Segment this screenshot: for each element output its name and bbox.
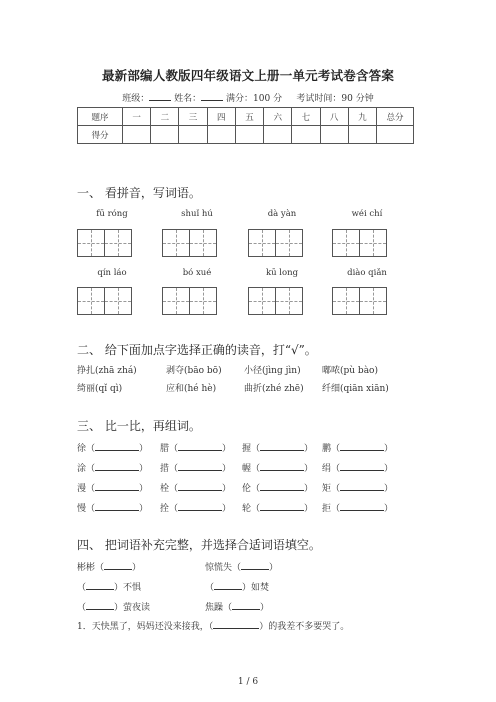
class-label: 班级： [122, 94, 150, 104]
fill-item [205, 580, 269, 593]
compare-item: 握（ ） [242, 441, 313, 454]
fill-text: ） [269, 563, 279, 573]
section-3-heading: 三、 比一比，再组词。 [77, 419, 201, 433]
writing-grid-box[interactable] [332, 229, 360, 257]
name-label: 姓名： [174, 94, 202, 104]
compare-item: 涂（ ） [77, 461, 148, 474]
fill-item [205, 600, 269, 613]
fill-text: ）萤夜读 [114, 603, 151, 613]
compare-blank[interactable] [340, 501, 384, 511]
exam-title: 最新部编人教版四年级语文上册一单元考试卷含答案 [101, 68, 395, 83]
compare-blank[interactable] [178, 481, 222, 491]
compare-blank[interactable] [95, 481, 139, 491]
compare-blank[interactable] [178, 501, 222, 511]
fill-item [205, 560, 278, 573]
writing-grid-box[interactable] [189, 229, 217, 257]
fill-blank[interactable] [86, 600, 114, 610]
compare-item: 拒（ ） [322, 501, 393, 514]
pinyin-label: bó xué [182, 268, 212, 278]
compare-char: 栓 [160, 484, 170, 494]
fill-question-1 [77, 619, 349, 632]
compare-char: 伦 [242, 484, 252, 494]
writing-grid-box[interactable] [77, 229, 105, 257]
compare-item: 鹏（ ） [322, 441, 393, 454]
compare-blank[interactable] [260, 461, 304, 471]
compare-char: 握 [242, 444, 252, 454]
class-blank[interactable] [149, 92, 171, 101]
time-label: 考试时间：90 分钟 [296, 94, 374, 104]
writing-grid-box[interactable] [248, 287, 276, 315]
score-row-label: 得分 [78, 126, 123, 144]
compare-char: 拒 [322, 504, 332, 514]
pronunciation-item[interactable]: 曲折(zhé zhē) [244, 384, 304, 394]
compare-blank[interactable] [95, 501, 139, 511]
fill-blank[interactable] [214, 580, 242, 590]
pinyin-label: qín láo [97, 268, 127, 278]
writing-grid-box[interactable] [359, 287, 387, 315]
writing-grid-box[interactable] [332, 287, 360, 315]
compare-item: 栓（ ） [160, 481, 231, 494]
pinyin-label: kū long [265, 268, 299, 278]
compare-blank[interactable] [95, 441, 139, 451]
compare-item: 漫（ ） [77, 481, 148, 494]
compare-item: 腊（ ） [160, 441, 231, 454]
fill-text: ） [132, 563, 142, 573]
compare-item: 绢（ ） [322, 461, 393, 474]
fill-blank[interactable] [232, 600, 260, 610]
compare-blank[interactable] [340, 461, 384, 471]
score-header-cell: 九 [348, 108, 376, 126]
score-cell[interactable] [348, 126, 376, 144]
score-cell[interactable] [235, 126, 263, 144]
compare-item: 措（ ） [160, 461, 231, 474]
fill-item [77, 600, 150, 613]
fill-text: （ [205, 583, 215, 593]
fill-text: （ [77, 583, 87, 593]
writing-grid-box[interactable] [359, 229, 387, 257]
fill-text: ） [260, 603, 270, 613]
fill-text: 焦躁（ [205, 603, 233, 613]
page-number: 1 / 6 [237, 677, 259, 687]
pronunciation-item[interactable]: 绮丽(qǐ qì) [77, 384, 123, 394]
compare-char: 慢 [77, 504, 87, 514]
pinyin-label: diào qiǎn [347, 268, 387, 278]
compare-item: 矩（ ） [322, 481, 393, 494]
compare-char: 鹏 [322, 444, 332, 454]
pinyin-label: fū róng [96, 209, 128, 219]
score-header-cell: 五 [235, 108, 263, 126]
compare-blank[interactable] [260, 441, 304, 451]
fill-text: ）如焚 [242, 583, 270, 593]
score-cell[interactable] [123, 126, 151, 144]
writing-grid-box[interactable] [77, 287, 105, 315]
score-header-cell: 三 [179, 108, 207, 126]
compare-blank[interactable] [340, 441, 384, 451]
compare-item: 轮（ ） [242, 501, 313, 514]
fill-item [77, 580, 141, 593]
fill-text: 彬彬（ [77, 563, 105, 573]
pronunciation-item[interactable]: 嘟哝(pù bào) [322, 366, 378, 376]
fill-blank[interactable] [86, 580, 114, 590]
score-cell[interactable] [151, 126, 179, 144]
score-header-cell: 四 [207, 108, 235, 126]
fill-text: ）不惧 [114, 583, 142, 593]
compare-blank[interactable] [340, 481, 384, 491]
compare-char: 矩 [322, 484, 332, 494]
writing-grid-box[interactable] [104, 229, 132, 257]
compare-blank[interactable] [178, 461, 222, 471]
score-header-cell: 题序 [78, 108, 123, 126]
compare-char: 措 [160, 464, 170, 474]
pronunciation-item[interactable]: 小径(jìng jìn) [244, 366, 301, 376]
score-table [77, 107, 414, 144]
section-2-heading: 二、 给下面加点字选择正确的读音，打“√”。 [77, 343, 317, 357]
score-header-cell: 总分 [377, 108, 414, 126]
score-cell[interactable] [292, 126, 320, 144]
compare-char: 涂 [77, 464, 87, 474]
compare-char: 拴 [160, 504, 170, 514]
writing-grid-box[interactable] [248, 229, 276, 257]
fill-item [77, 560, 141, 573]
section-1-heading: 一、 看拼音，写词语。 [77, 186, 201, 200]
writing-grid-box[interactable] [162, 229, 190, 257]
score-cell[interactable] [207, 126, 235, 144]
score-header-cell: 一 [123, 108, 151, 126]
pronunciation-item[interactable]: 剥夺(bāo bō) [166, 366, 222, 376]
exam-info [0, 91, 496, 104]
fill-text: 惊慌失（ [205, 563, 242, 573]
score-header-cell: 六 [264, 108, 292, 126]
compare-char: 徐 [77, 444, 87, 454]
score-cell[interactable] [377, 126, 414, 144]
writing-grid-box[interactable] [275, 287, 303, 315]
pinyin-label: shuǐ hú [181, 209, 213, 219]
compare-item: 慢（ ） [77, 501, 148, 514]
compare-blank[interactable] [95, 461, 139, 471]
compare-blank[interactable] [260, 481, 304, 491]
fill-text: （ [77, 603, 87, 613]
writing-grid-box[interactable] [275, 229, 303, 257]
writing-grid-box[interactable] [104, 287, 132, 315]
compare-char: 幄 [242, 464, 252, 474]
compare-char: 轮 [242, 504, 252, 514]
question-blank[interactable] [213, 619, 259, 629]
pinyin-label: wéi chí [351, 209, 383, 219]
question-text: 1．天快黑了，妈妈还没来接我，（ [77, 622, 214, 632]
compare-char: 绢 [322, 464, 332, 474]
question-text: ）的我差不多要哭了。 [259, 622, 350, 632]
compare-item: 拴（ ） [160, 501, 231, 514]
compare-item: 伦（ ） [242, 481, 313, 494]
pronunciation-item[interactable]: 应和(hé hè) [166, 384, 217, 394]
score-cell[interactable] [320, 126, 348, 144]
score-cell[interactable] [179, 126, 207, 144]
pronunciation-item[interactable]: 纤细(qiān xiān) [322, 384, 389, 394]
fill-blank[interactable] [104, 560, 132, 570]
writing-grid-box[interactable] [162, 287, 190, 315]
score-label: 满分：100 分 [226, 94, 283, 104]
score-header-cell: 二 [151, 108, 179, 126]
compare-char: 腊 [160, 444, 170, 454]
compare-item: 幄（ ） [242, 461, 313, 474]
score-header-cell: 八 [320, 108, 348, 126]
section-4-heading: 四、 把词语补充完整，并选择合适词语填空。 [77, 538, 321, 552]
score-row [78, 126, 414, 144]
compare-char: 漫 [77, 484, 87, 494]
compare-blank[interactable] [260, 501, 304, 511]
compare-blank[interactable] [178, 441, 222, 451]
score-header-cell: 七 [292, 108, 320, 126]
fill-blank[interactable] [241, 560, 269, 570]
writing-grid-box[interactable] [189, 287, 217, 315]
score-cell[interactable] [264, 126, 292, 144]
score-header-row [78, 108, 414, 126]
compare-item: 徐（ ） [77, 441, 148, 454]
pronunciation-item[interactable]: 挣扎(zhā zhá) [77, 366, 137, 376]
name-blank[interactable] [201, 92, 223, 101]
pinyin-label: dà yàn [267, 209, 297, 219]
